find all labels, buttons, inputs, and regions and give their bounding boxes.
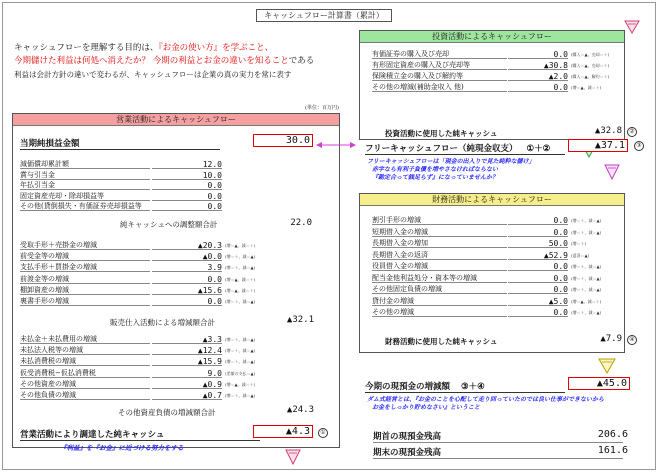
row-value: 0.0 (508, 308, 568, 317)
financing-net-label: 財務活動に使用した純キャッシュ (385, 337, 498, 346)
double-arrow-icon (316, 140, 356, 150)
row-note: (増＝＋、減＝▲) (225, 393, 256, 398)
row-note: (増＝＋、減＝▲) (225, 254, 256, 260)
row-note: (増＝＋) (571, 241, 587, 246)
fcf-note-1: フリーキャッシュフローは「現金の出入りで見た純粋な儲け」 (367, 158, 535, 165)
row-label: 裏書手形の増減 (20, 297, 150, 306)
row-label: 前渡金等の増減 (20, 275, 150, 284)
cash-change-label (365, 380, 565, 393)
intro-line3: 利益は会計方針の違いで変わるが、キャッシュフローは企業の真の実力を常に表す (14, 70, 292, 79)
down-arrow-icon (598, 358, 616, 374)
row-value: 0.0 (152, 297, 222, 306)
row-value: 10.0 (152, 171, 222, 180)
investing-net-label: 投資活動に使用した純キャッシュ (385, 129, 498, 138)
row-note: (増＝＋、減＝▲) (571, 287, 602, 292)
intro-line1-b: 『お金の使い方』を学ぶこと、 (158, 43, 274, 53)
cash-change-formula: ③＋④ (460, 382, 485, 392)
fcf-note-2: 赤字なら有利子負債を増やさなければならない (372, 166, 499, 173)
row-value: ▲15.6 (152, 286, 222, 295)
row-label: 保険積立金の購入及び解約等 (372, 72, 507, 81)
intro-line2-a: 今期儲けた利益は何処へ消えたか？ 今期の利益とお金の違いを知ること (14, 56, 289, 66)
row-note: (増＝＋、減＝▲) (225, 337, 256, 342)
opening-cash-label: 期首の現預金残高 (373, 430, 623, 443)
adj-total-label: 純キャッシュへの調整額合計 (120, 220, 218, 229)
closing-cash-value: 161.6 (597, 445, 628, 456)
row-label: 固定資産売却・除却損益等 (20, 192, 150, 201)
circle-2: ② (627, 127, 637, 137)
row-label: その他の増減 (372, 308, 507, 317)
operating-footer-note: 『利益』を『お金』に近づける努力をする (60, 444, 184, 452)
net-income-label: 当期純損益金額 (20, 137, 220, 150)
row-label: 未払法人税等の増減 (20, 346, 150, 355)
row-label: 役員借入金の増減 (372, 262, 507, 271)
row-label: 配当金他利益処分・資本等の増減 (372, 274, 507, 283)
operating-header: 営業活動によるキャッシュフロー (13, 114, 339, 126)
row-note: (増＝＋、減＝▲) (225, 348, 256, 354)
down-arrow-icon (285, 449, 301, 465)
unit-label: (単位：百万円) (305, 105, 339, 111)
row-value: ▲30.8 (508, 61, 568, 70)
page-title: キャッシュフロー計算書（累計） (256, 9, 392, 22)
cash-change-notes (367, 396, 604, 412)
down-arrow-icon (604, 164, 620, 180)
row-note: (増＝＋、減＝▲) (571, 218, 602, 223)
row-note: (増＝＋、減＝▲) (225, 265, 256, 271)
row-label: 未払金＋未払費用の増減 (20, 335, 150, 344)
down-arrow-icon (624, 20, 640, 34)
row-label: 割引手形の増減 (372, 216, 507, 225)
operating-net-value: ▲4.3 (253, 425, 313, 438)
row-note: (購入＝▲、売却＝＋) (571, 63, 610, 68)
net-income-value: 30.0 (253, 134, 313, 147)
cash-change-note-1: ダム式経営とは、『お金のことを心配して走り回っていたのでは良い仕事ができないから (367, 396, 605, 403)
fcf-note-3: 『勘定合って銭足らず』になっていませんか？ (372, 174, 499, 181)
row-value: 0.0 (152, 192, 222, 201)
operating-net-label: 営業活動により調達した純キャッシュ (20, 428, 260, 441)
row-value: 3.9 (152, 263, 222, 272)
row-label: 減価償却累計額 (20, 160, 150, 169)
other-total-value: ▲24.3 (286, 405, 314, 415)
row-note: (増＝＋、減＝▲) (571, 275, 602, 281)
circle-4: ④ (627, 335, 637, 345)
cash-change-note-2: お金をしっかり貯めなさい』ということ (372, 404, 481, 411)
intro-line1-a: キャッシュフローを理解する目的は、 (14, 43, 159, 53)
row-value: ▲15.9 (152, 357, 222, 366)
row-value: 0.0 (508, 274, 568, 283)
row-value: ▲2.0 (508, 72, 568, 81)
fcf-value: ▲37.1 (568, 139, 628, 152)
row-label: その他負債の増減 (20, 391, 150, 400)
row-note: (増＝＋、減＝▲) (571, 310, 602, 315)
row-note: (増＝＋、減＝▲) (571, 264, 602, 269)
row-label: その他(貸倒損失・有価証券売却損益等 (20, 202, 150, 211)
row-note: (増＝＋、減＝▲) (225, 359, 256, 365)
row-note: (増＝▲、減＝＋) (225, 243, 256, 248)
fcf-notes (367, 158, 535, 182)
row-note: (増＝▲、減＝＋) (225, 381, 256, 387)
row-value: ▲20.3 (152, 241, 222, 250)
row-note: (購入＝▲、解約＝＋) (571, 74, 610, 79)
sales-total-label: 販売仕入活動による増減額合計 (110, 318, 215, 327)
row-label: 短期借入金の増減 (372, 228, 507, 237)
row-label: 長期借入金の増加 (372, 239, 507, 248)
fcf-label-text: フリーキャッシュフロー（純現金収支） (365, 144, 518, 154)
row-note: (返済＝▲) (571, 252, 590, 258)
cash-change-label-text: 今期の現預金の増減額 (365, 382, 451, 392)
circle-3: ③ (634, 141, 644, 151)
row-label: 受取手形＋売掛金の増減 (20, 241, 150, 250)
row-label: 貸付金の増減 (372, 297, 507, 306)
row-label: その他の増減(補助金収入 他) (372, 83, 507, 92)
row-label: その他資産の増減 (20, 380, 150, 389)
row-value: 0.0 (152, 275, 222, 284)
opening-cash-value: 206.6 (597, 429, 628, 440)
row-label: 仮受消費税−仮払消費税 (20, 369, 150, 378)
row-value: 50.0 (508, 239, 568, 248)
row-value: ▲12.4 (152, 346, 222, 355)
row-label: 賞与引当金 (20, 171, 150, 180)
investing-net-value: ▲32.8 (594, 126, 622, 136)
row-value: 0.0 (508, 83, 568, 92)
row-note: (差額の支払＝▲) (225, 370, 256, 376)
closing-cash-label: 期末の現預金残高 (373, 446, 623, 459)
fcf-label (365, 142, 565, 155)
row-value: ▲52.9 (508, 251, 568, 260)
sales-total-value: ▲32.1 (286, 315, 314, 325)
cash-change-value: ▲45.0 (568, 377, 630, 390)
row-value: ▲0.7 (152, 391, 222, 400)
financing-header: 財務活動によるキャッシュフロー (360, 194, 624, 206)
row-note: (増＝▲、減＝＋) (225, 287, 256, 293)
row-note: (増＝＋、減＝▲) (571, 229, 602, 235)
row-value: 0.0 (508, 262, 568, 271)
row-note: (増＝＋、減＝▲) (225, 299, 256, 304)
row-value: ▲5.0 (508, 297, 568, 306)
row-label: 年払引当金 (20, 181, 150, 190)
row-value: 0.0 (152, 202, 222, 211)
row-label: その他固定負債の増減 (372, 285, 507, 294)
row-label: 前受金等の増減 (20, 252, 150, 261)
row-note: (増＝▲、減＝＋) (571, 85, 602, 90)
row-value: 0.0 (508, 228, 568, 237)
financing-net-value: ▲7.9 (600, 334, 622, 344)
row-label: 有価証券の購入及び売却 (372, 50, 507, 59)
row-note: (増＝▲、減＝＋) (571, 298, 602, 304)
row-note: (購入＝▲、売却＝＋) (571, 52, 610, 57)
row-value: 0.0 (152, 181, 222, 190)
row-label: 未払消費税の増減 (20, 357, 150, 366)
intro-text (14, 42, 354, 81)
row-value: 0.0 (508, 216, 568, 225)
row-value: 9.0 (152, 369, 222, 378)
investing-header: 投資活動によるキャッシュフロー (360, 31, 624, 43)
row-value: ▲0.0 (152, 252, 222, 261)
row-label: 支払手形＋買掛金の増減 (20, 263, 150, 272)
fcf-formula: ①＋② (526, 144, 551, 154)
row-value: 12.0 (152, 160, 222, 169)
adj-total-value: 22.0 (290, 218, 312, 228)
other-total-label: その他資産負債の増減額合計 (118, 408, 216, 417)
row-value: 0.0 (508, 50, 568, 59)
row-value: 0.0 (508, 285, 568, 294)
row-label: 長期借入金の返済 (372, 251, 507, 260)
row-value: ▲3.3 (152, 335, 222, 344)
row-note: (増＝▲、減＝＋) (225, 276, 256, 282)
row-value: ▲0.9 (152, 380, 222, 389)
intro-line2-b: である (288, 56, 315, 66)
row-label: 有形固定資産の購入及び売却等 (372, 61, 507, 70)
row-label: 棚卸資産の増減 (20, 286, 150, 295)
circle-1: ① (318, 428, 328, 438)
